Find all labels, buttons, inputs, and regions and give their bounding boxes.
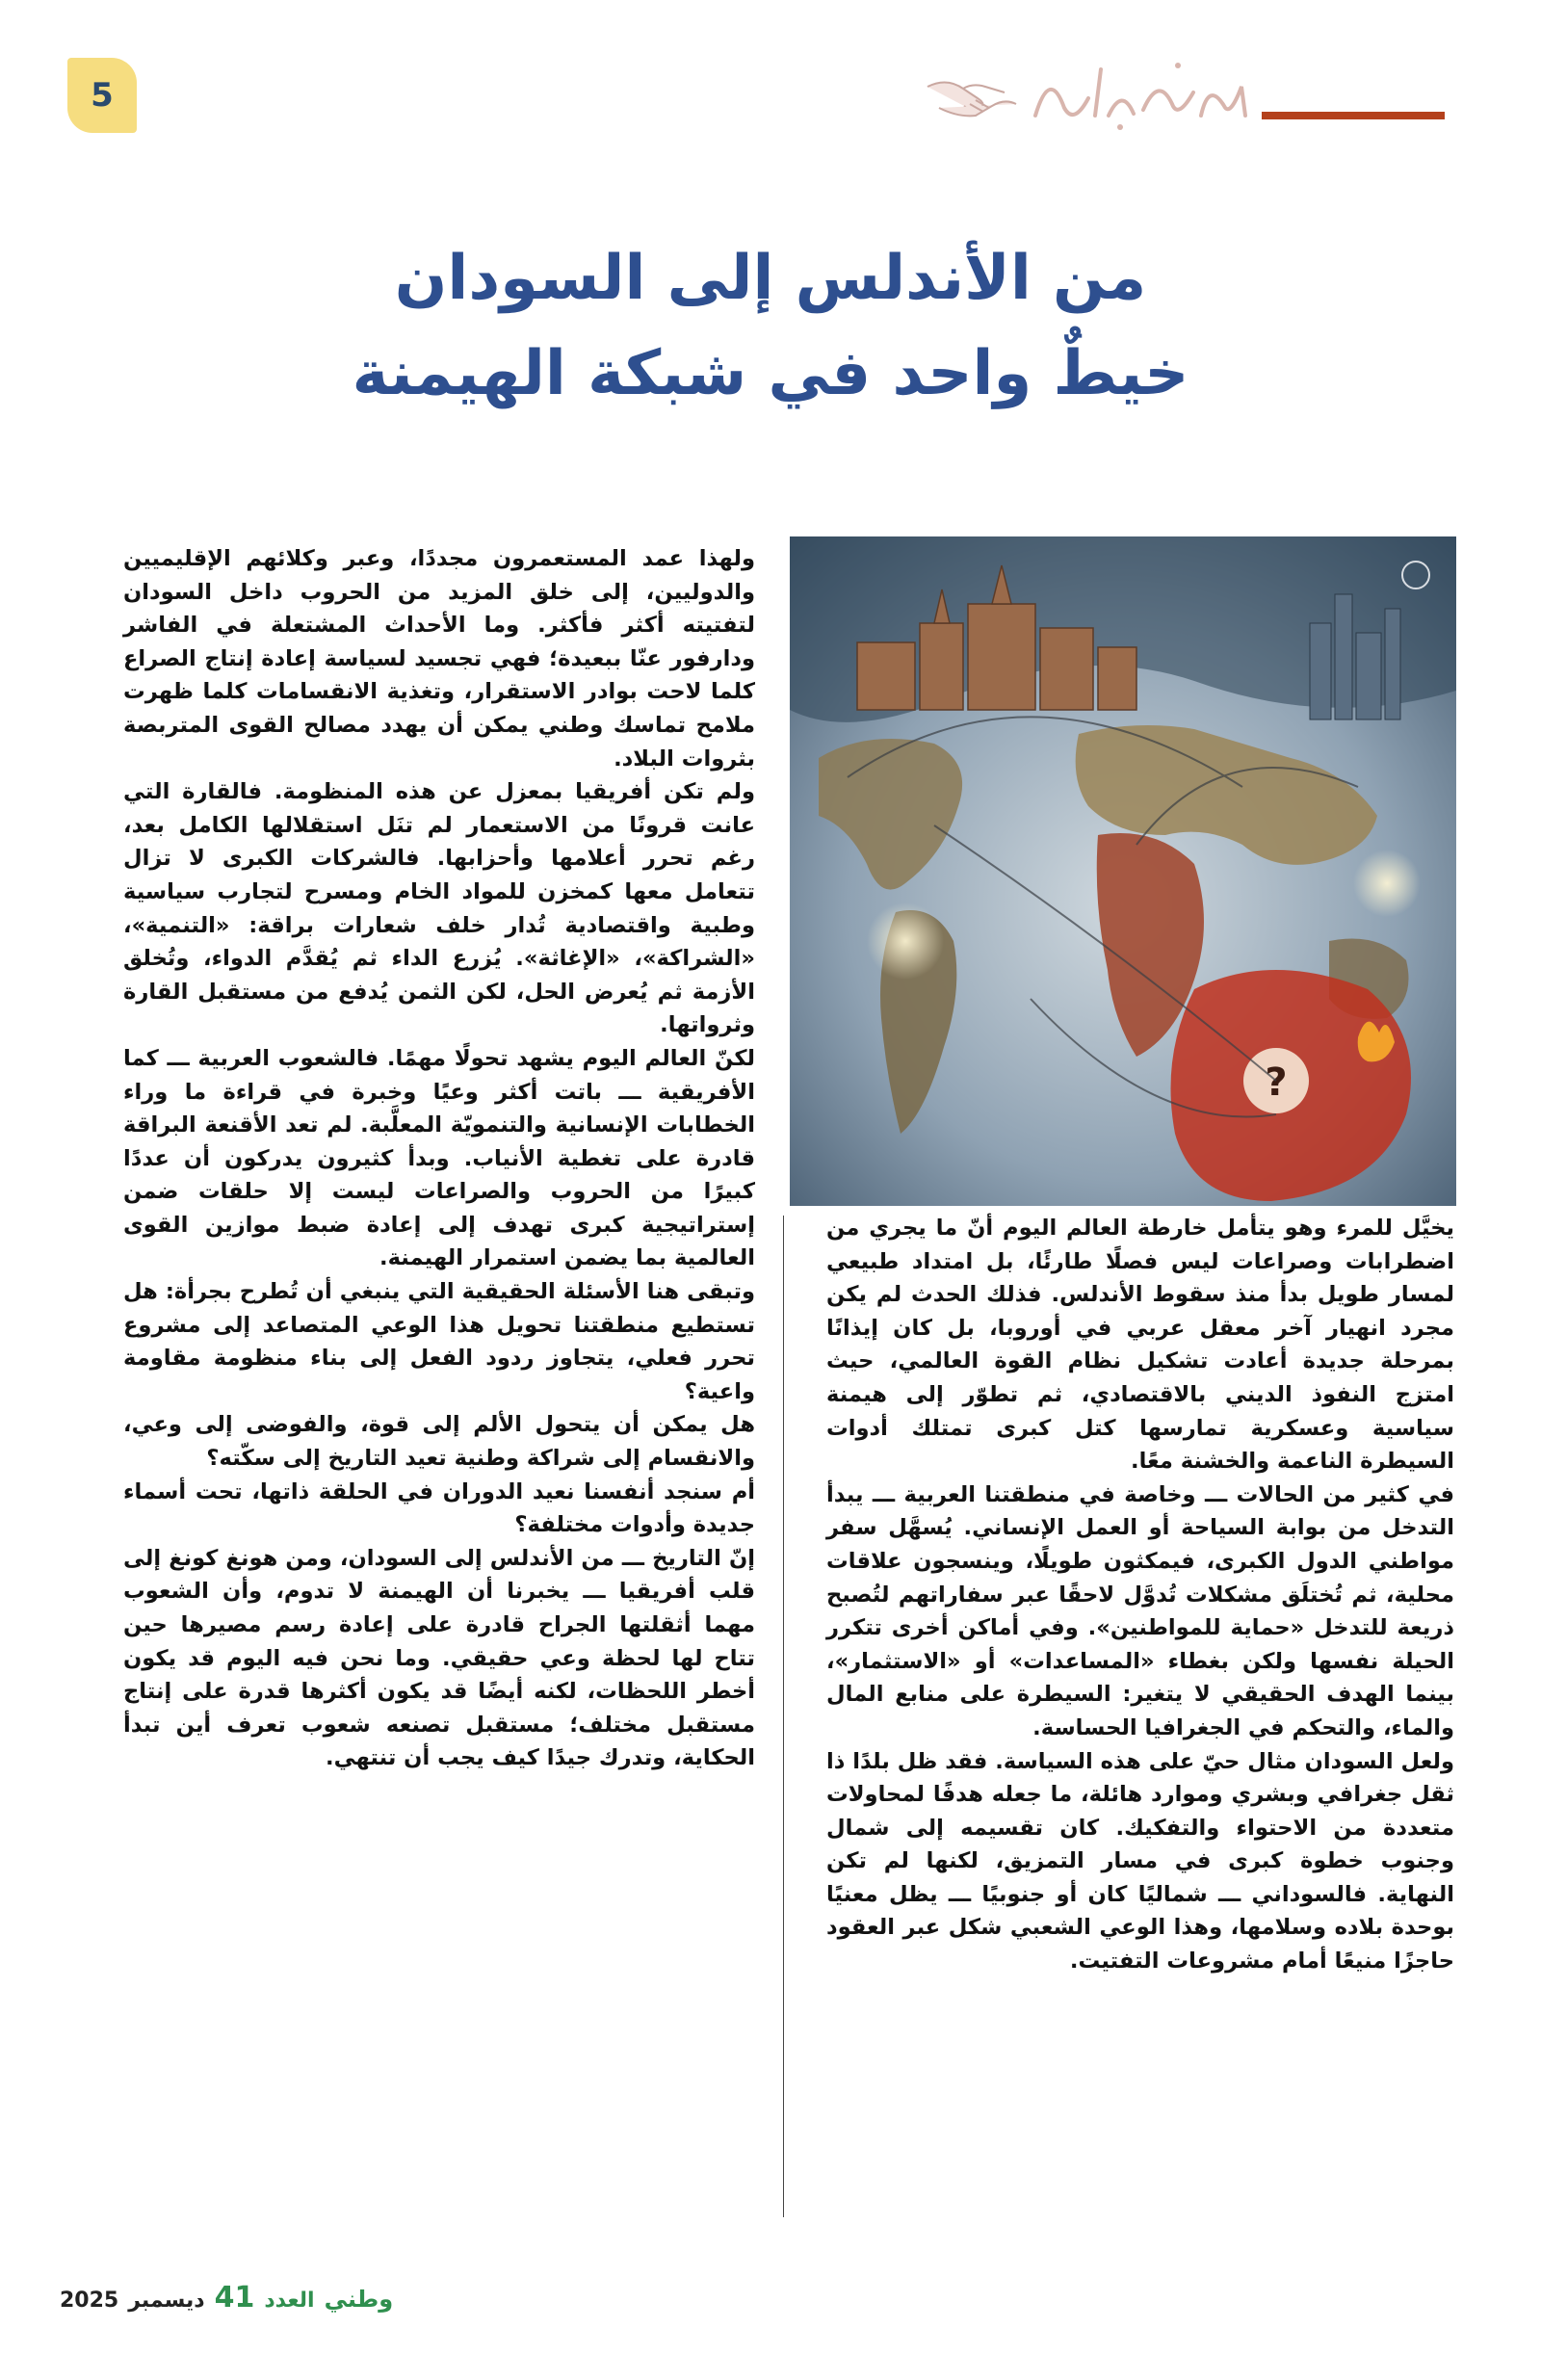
title-line-2: خيطٌ واحد في شبكة الهيمنة xyxy=(352,338,1189,410)
masthead-accent-rule xyxy=(1262,112,1445,119)
handshake-icon xyxy=(927,82,1016,116)
right-paragraph-2: في كثير من الحالات ـــ وخاصة في منطقتنا العربية ـــ يبدأ التدخل من بوابة السياحة أو العمل الإنساني. يُسهَّل سفر مواطني الدول الكبرى، فيمكثون طويلًا، وينسجون علاقات محلية، ثم تُختلَق مشكلات تُدوَّل لاحقًا عبر سفاراتهم لتُصبح ذريعة للتدخل «حماية للمواطنين». وفي أماكن أخرى تتكرر الحيلة نفسها ولكن بغطاء «المساعدات» أو «الاستثمار»، بينما الهدف الحقيقي لا يتغير: السيطرة على منابع المال والماء، والتحكم في الجغرافيا الحساسة. xyxy=(826,1481,1454,1740)
footer-year: 2025 xyxy=(60,2288,119,2313)
left-paragraph-2: ولم تكن أفريقيا بمعزل عن هذه المنظومة. فالقارة التي عانت قرونًا من الاستعمار لم تنَل استقلالها الكامل بعد، رغم تحرر أعلامها وأحزابها. فالشركات الكبرى لا تزال تتعامل معها كمخزن للمواد الخام ومسرح لتجارب سياسية وطبية واقتصادية تُدار خلف شعارات براقة: «التنمية»، «الشراكة»، «الإغاثة». يُزرع الداء ثم يُقدَّم الدواء، وتُخلق الأزمة ثم يُعرض الحل، لكن الثمن يُدفع من مستقبل القارة وثرواتها. xyxy=(123,779,755,1038)
footer-issue-label: العدد xyxy=(264,2288,315,2313)
masthead-logo xyxy=(920,48,1459,144)
footer-magazine-name: وطني xyxy=(324,2286,394,2313)
right-paragraph-1: يخيَّل للمرء وهو يتأمل خارطة العالم اليوم أنّ ما يجري من اضطرابات وصراعات ليس فصلًا طارئًا، بل امتداد طبيعي لمسار طويل بدأ منذ سقوط الأندلس. فذلك الحدث لم يكن مجرد انهيار آخر معقل عربي في أوروبا، بل كان إيذانًا بمرحلة جديدة أعادت تشكيل نظام القوة العالمي، حيث امتزج النفوذ الديني بالاقتصادي، ثم تطوّر إلى هيمنة سياسية وعسكرية تمارسها كتل كبرى تمتلك أدوات السيطرة الناعمة والخشنة معًا. xyxy=(826,1216,1454,1475)
calligraphy-logo xyxy=(1035,63,1245,130)
section-masthead xyxy=(920,48,1459,144)
question-mark-icon: ? xyxy=(1265,1060,1288,1105)
left-paragraph-3: لكنّ العالم اليوم يشهد تحولًا مهمًا. فالشعوب العربية ـــ كما الأفريقية ـــ باتت أكثر وعيًا وخبرة في قراءة ما وراء الخطابات الإنسانية والتنمويّة المعلَّبة. لم تعد الأقنعة البراقة قادرة على تغطية الأنياب. وبدأ كثيرون يدركون أن عددًا كبيرًا من الحروب والصراعات ليست إلا حلقات ضمن إستراتيجية كبرى تهدف إلى إعادة ضبط موازين القوى العالمية بما يضمن استمرار الهيمنة. xyxy=(123,1045,755,1271)
column-divider xyxy=(783,1216,784,2217)
left-paragraph-7: إنّ التاريخ ـــ من الأندلس إلى السودان، ومن هونغ كونغ إلى قلب أفريقيا ـــ يخبرنا أن الهيمنة لا تدوم، وأن الشعوب مهما أثقلتها الجراح قادرة على إعادة رسم مصيرها حين تتاح لها لحظة وعي حقيقي. وما نحن فيه اليوم قد يكون أخطر اللحظات، لكنه أيضًا قد يكون أكثرها قدرة على إنتاج مستقبل مختلف؛ مستقبل تصنعه شعوب تعرف أين تبدأ الحكاية، وتدرك جيدًا كيف يجب أن تنتهي. xyxy=(123,1545,755,1771)
article-illustration xyxy=(790,536,1456,1206)
left-paragraph-4: وتبقى هنا الأسئلة الحقيقية التي ينبغي أن تُطرح بجرأة: هل تستطيع منطقتنا تحويل هذا الوعي المتصاعد إلى مشروع تحرر فعلي، يتجاوز ردود الفعل إلى بناء منظومة مقاومة واعية؟ xyxy=(123,1279,755,1404)
article-column-left xyxy=(123,542,755,1775)
footer-issue-number: 41 xyxy=(214,2281,255,2315)
page-footer xyxy=(60,2281,393,2315)
title-line-1: من الأندلس إلى السودان xyxy=(394,243,1147,314)
article-column-right xyxy=(826,1212,1454,1978)
left-paragraph-6: أم سنجد أنفسنا نعيد الدوران في الحلقة ذاتها، تحت أسماء جديدة وأدوات مختلفة؟ xyxy=(123,1478,755,1538)
footer-month: ديسمبر xyxy=(128,2288,205,2313)
page-number-badge xyxy=(67,58,137,133)
world-map-illustration xyxy=(790,536,1456,1206)
left-paragraph-5: هل يمكن أن يتحول الألم إلى قوة، والفوضى إلى وعي، والانقسام إلى شراكة وطنية تعيد التاريخ إلى سكّته؟ xyxy=(123,1412,755,1472)
article-title xyxy=(193,231,1348,422)
right-paragraph-3: ولعل السودان مثال حيّ على هذه السياسة. فقد ظل بلدًا ذا ثقل جغرافي وبشري وموارد هائلة، ما جعله هدفًا لمحاولات متعددة من الاحتواء والتفكيك. كان تقسيمه إلى شمال وجنوب خطوة كبرى في مسار التمزيق، لكنها لم تكن النهاية. فالسوداني ـــ شماليًا كان أو جنوبيًا ـــ يظل معنيًا بوحدة بلاده وسلامها، وهذا الوعي الشعبي شكل عبر العقود حاجزًا منيعًا أمام مشروعات التفتيت. xyxy=(826,1748,1454,1975)
page-number: 5 xyxy=(91,76,114,115)
left-paragraph-1: ولهذا عمد المستعمرون مجددًا، وعبر وكلائهم الإقليميين والدوليين، إلى خلق المزيد من الحروب داخل السودان لتفتيته أكثر فأكثر. وما الأحداث المشتعلة في الفاشر ودارفور عنّا ببعيدة؛ فهي تجسيد لسياسة إعادة إنتاج الصراع كلما لاحت بوادر الاستقرار، وتغذية الانقسامات كلما ظهرت ملامح تماسك وطني يمكن أن يهدد مصالح القوى المتربصة بثروات البلاد. xyxy=(123,546,755,772)
